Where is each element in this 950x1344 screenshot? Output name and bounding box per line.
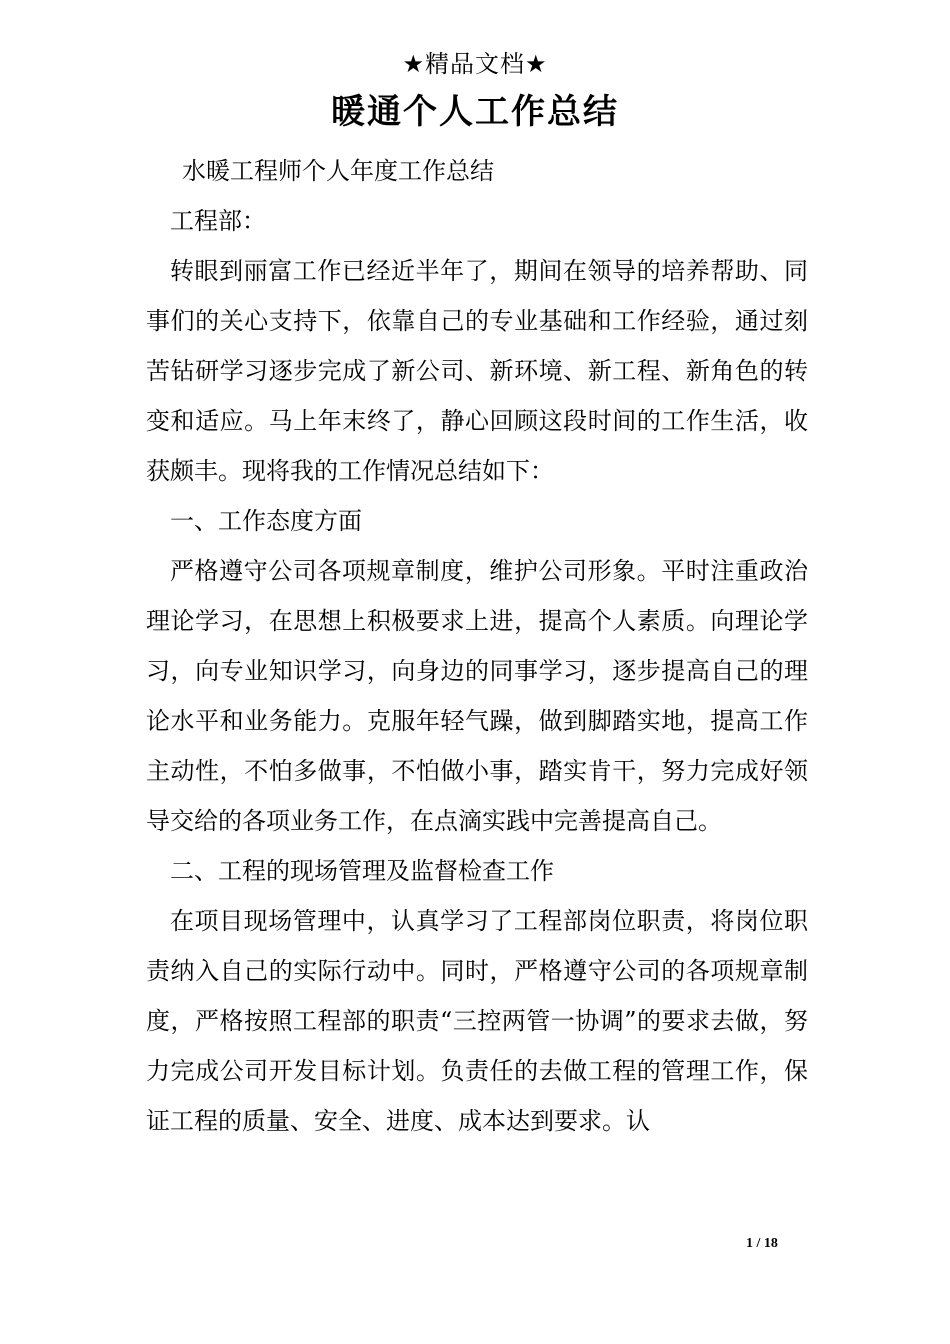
paragraph-addressee: 工程部： xyxy=(170,207,266,235)
page-number: 1 / 18 xyxy=(746,1236,778,1251)
paragraph-site-management: 在项目现场管理中，认真学习了工程部岗位职责，将岗位职责纳入自己的实际行动中。同时，严格遵守公司的各项规章制度，严格按照工程部的职责“三控两管一协调”的要求去做，努力完成公司开发目标计划。负责任的去做工程的管理工作，保证工程的质量、安全、进度、成本达到要求。认 xyxy=(146,907,808,1135)
paragraph-work-attitude: 严格遵守公司各项规章制度，维护公司形象。平时注重政治理论学习，在思想上积极要求上进，提高个人素质。向理论学习，向专业知识学习，向身边的同事学习，逐步提高自己的理论水平和业务能力。克服年轻气躁，做到脚踏实地，提高工作主动性，不怕多做事，不怕做小事，踏实肯干，努力完成好领导交给的各项业务工作，在点滴实践中完善提高自己。 xyxy=(146,557,808,835)
document-title: 暖通个人工作总结 xyxy=(331,92,619,132)
page-header-banner: ★精品文档★ xyxy=(402,50,548,78)
paragraph-intro: 转眼到丽富工作已经近半年了，期间在领导的培养帮助、同事们的关心支持下，依靠自己的专业基础和工作经验，通过刻苦钻研学习逐步完成了新公司、新环境、新工程、新角色的转变和适应。马上年末终了，静心回顾这段时间的工作生活，收获颇丰。现将我的工作情况总结如下： xyxy=(146,257,808,485)
section-heading-work-attitude: 一、工作态度方面 xyxy=(170,507,362,535)
document-body xyxy=(146,146,808,1146)
section-heading-site-management: 二、工程的现场管理及监督检查工作 xyxy=(170,857,554,885)
document-subtitle: 水暖工程师个人年度工作总结 xyxy=(182,157,494,185)
